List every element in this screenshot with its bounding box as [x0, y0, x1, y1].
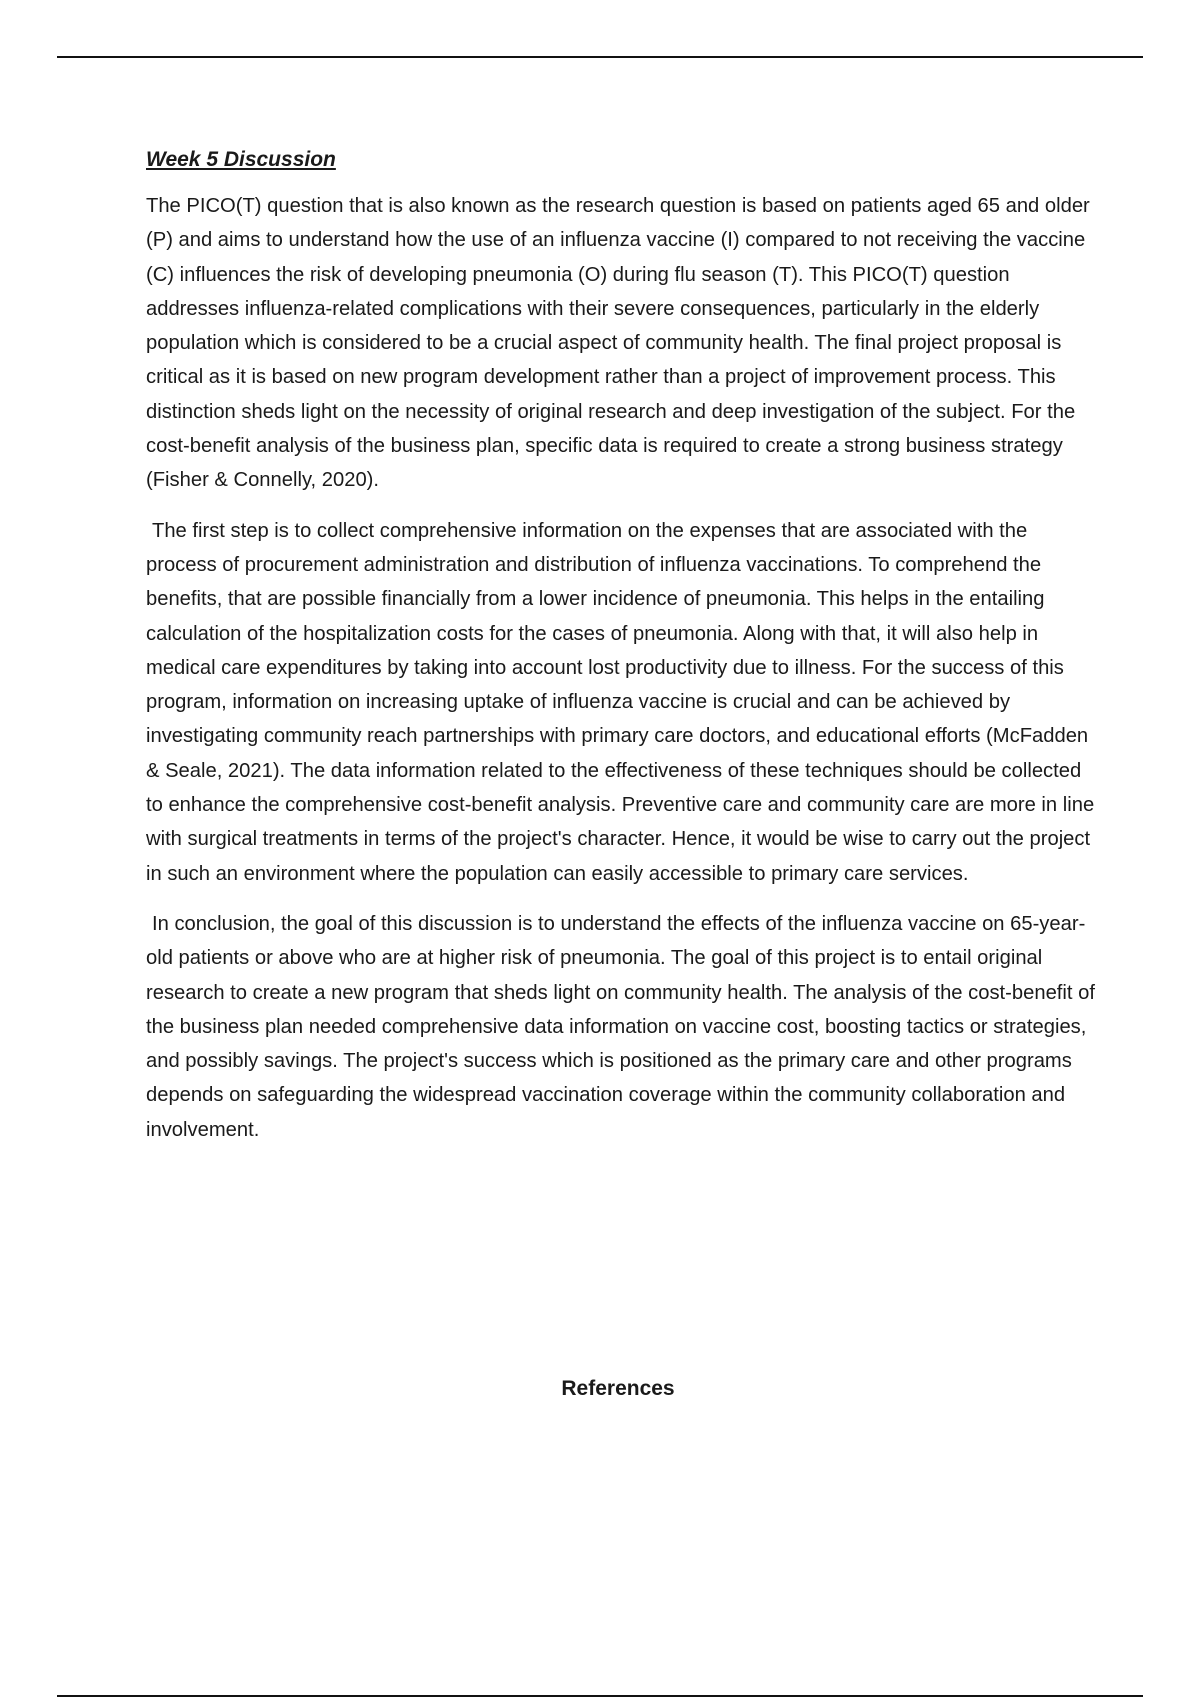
- document-title: Week 5 Discussion: [146, 148, 336, 171]
- header-rule: [57, 56, 1143, 58]
- footer-rule: [57, 1695, 1143, 1697]
- paragraph-data-collection: The first step is to collect comprehensive information on the expenses that are associated with the process of procurement administration and distribution of influenza vaccinations. To comprehend the benefits, that are possible financially from a lower incidence of pneumonia. This helps in the entailing calculation of the hospitalization costs for the cases of pneumonia. Along with that, it will also help in medical care expenditures by taking into account lost productivity due to illness. For the success of this program, information on increasing uptake of influenza vaccine is crucial and can be achieved by investigating community reach partnerships with primary care doctors, and educational efforts (McFadden & Seale, 2021). The data information related to the effectiveness of these techniques should be collected to enhance the comprehensive cost-benefit analysis. Preventive care and community care are more in line with surgical treatments in terms of the project's character. Hence, it would be wise to carry out the project in such an environment where the population can easily accessible to primary care services.: [146, 519, 1095, 885]
- document-body: [146, 143, 1096, 1163]
- paragraph-conclusion: In conclusion, the goal of this discussion is to understand the effects of the influenza vaccine on 65-year-old patients or above who are at higher risk of pneumonia. The goal of this project is to entail original research to create a new program that sheds light on community health. The analysis of the cost-benefit of the business plan needed comprehensive data information on vaccine cost, boosting tactics or strategies, and possibly savings. The project's success which is positioned as the primary care and other programs depends on safeguarding the widespread vaccination coverage within the community collaboration and involvement.: [146, 912, 1095, 1141]
- references-heading: References: [561, 1377, 675, 1400]
- paragraph-pico-question: The PICO(T) question that is also known as the research question is based on patients aged 65 and older (P) and aims to understand how the use of an influenza vaccine (I) compared to not receiving the vaccine (C) influences the risk of developing pneumonia (O) during flu season (T). This PICO(T) question addresses influenza-related complications with their severe consequences, particularly in the elderly population which is considered to be a crucial aspect of community health. The final project proposal is critical as it is based on new program development rather than a project of improvement process. This distinction sheds light on the necessity of original research and deep investigation of the subject. For the cost-benefit analysis of the business plan, specific data is required to create a strong business strategy (Fisher & Connelly, 2020).: [146, 195, 1090, 492]
